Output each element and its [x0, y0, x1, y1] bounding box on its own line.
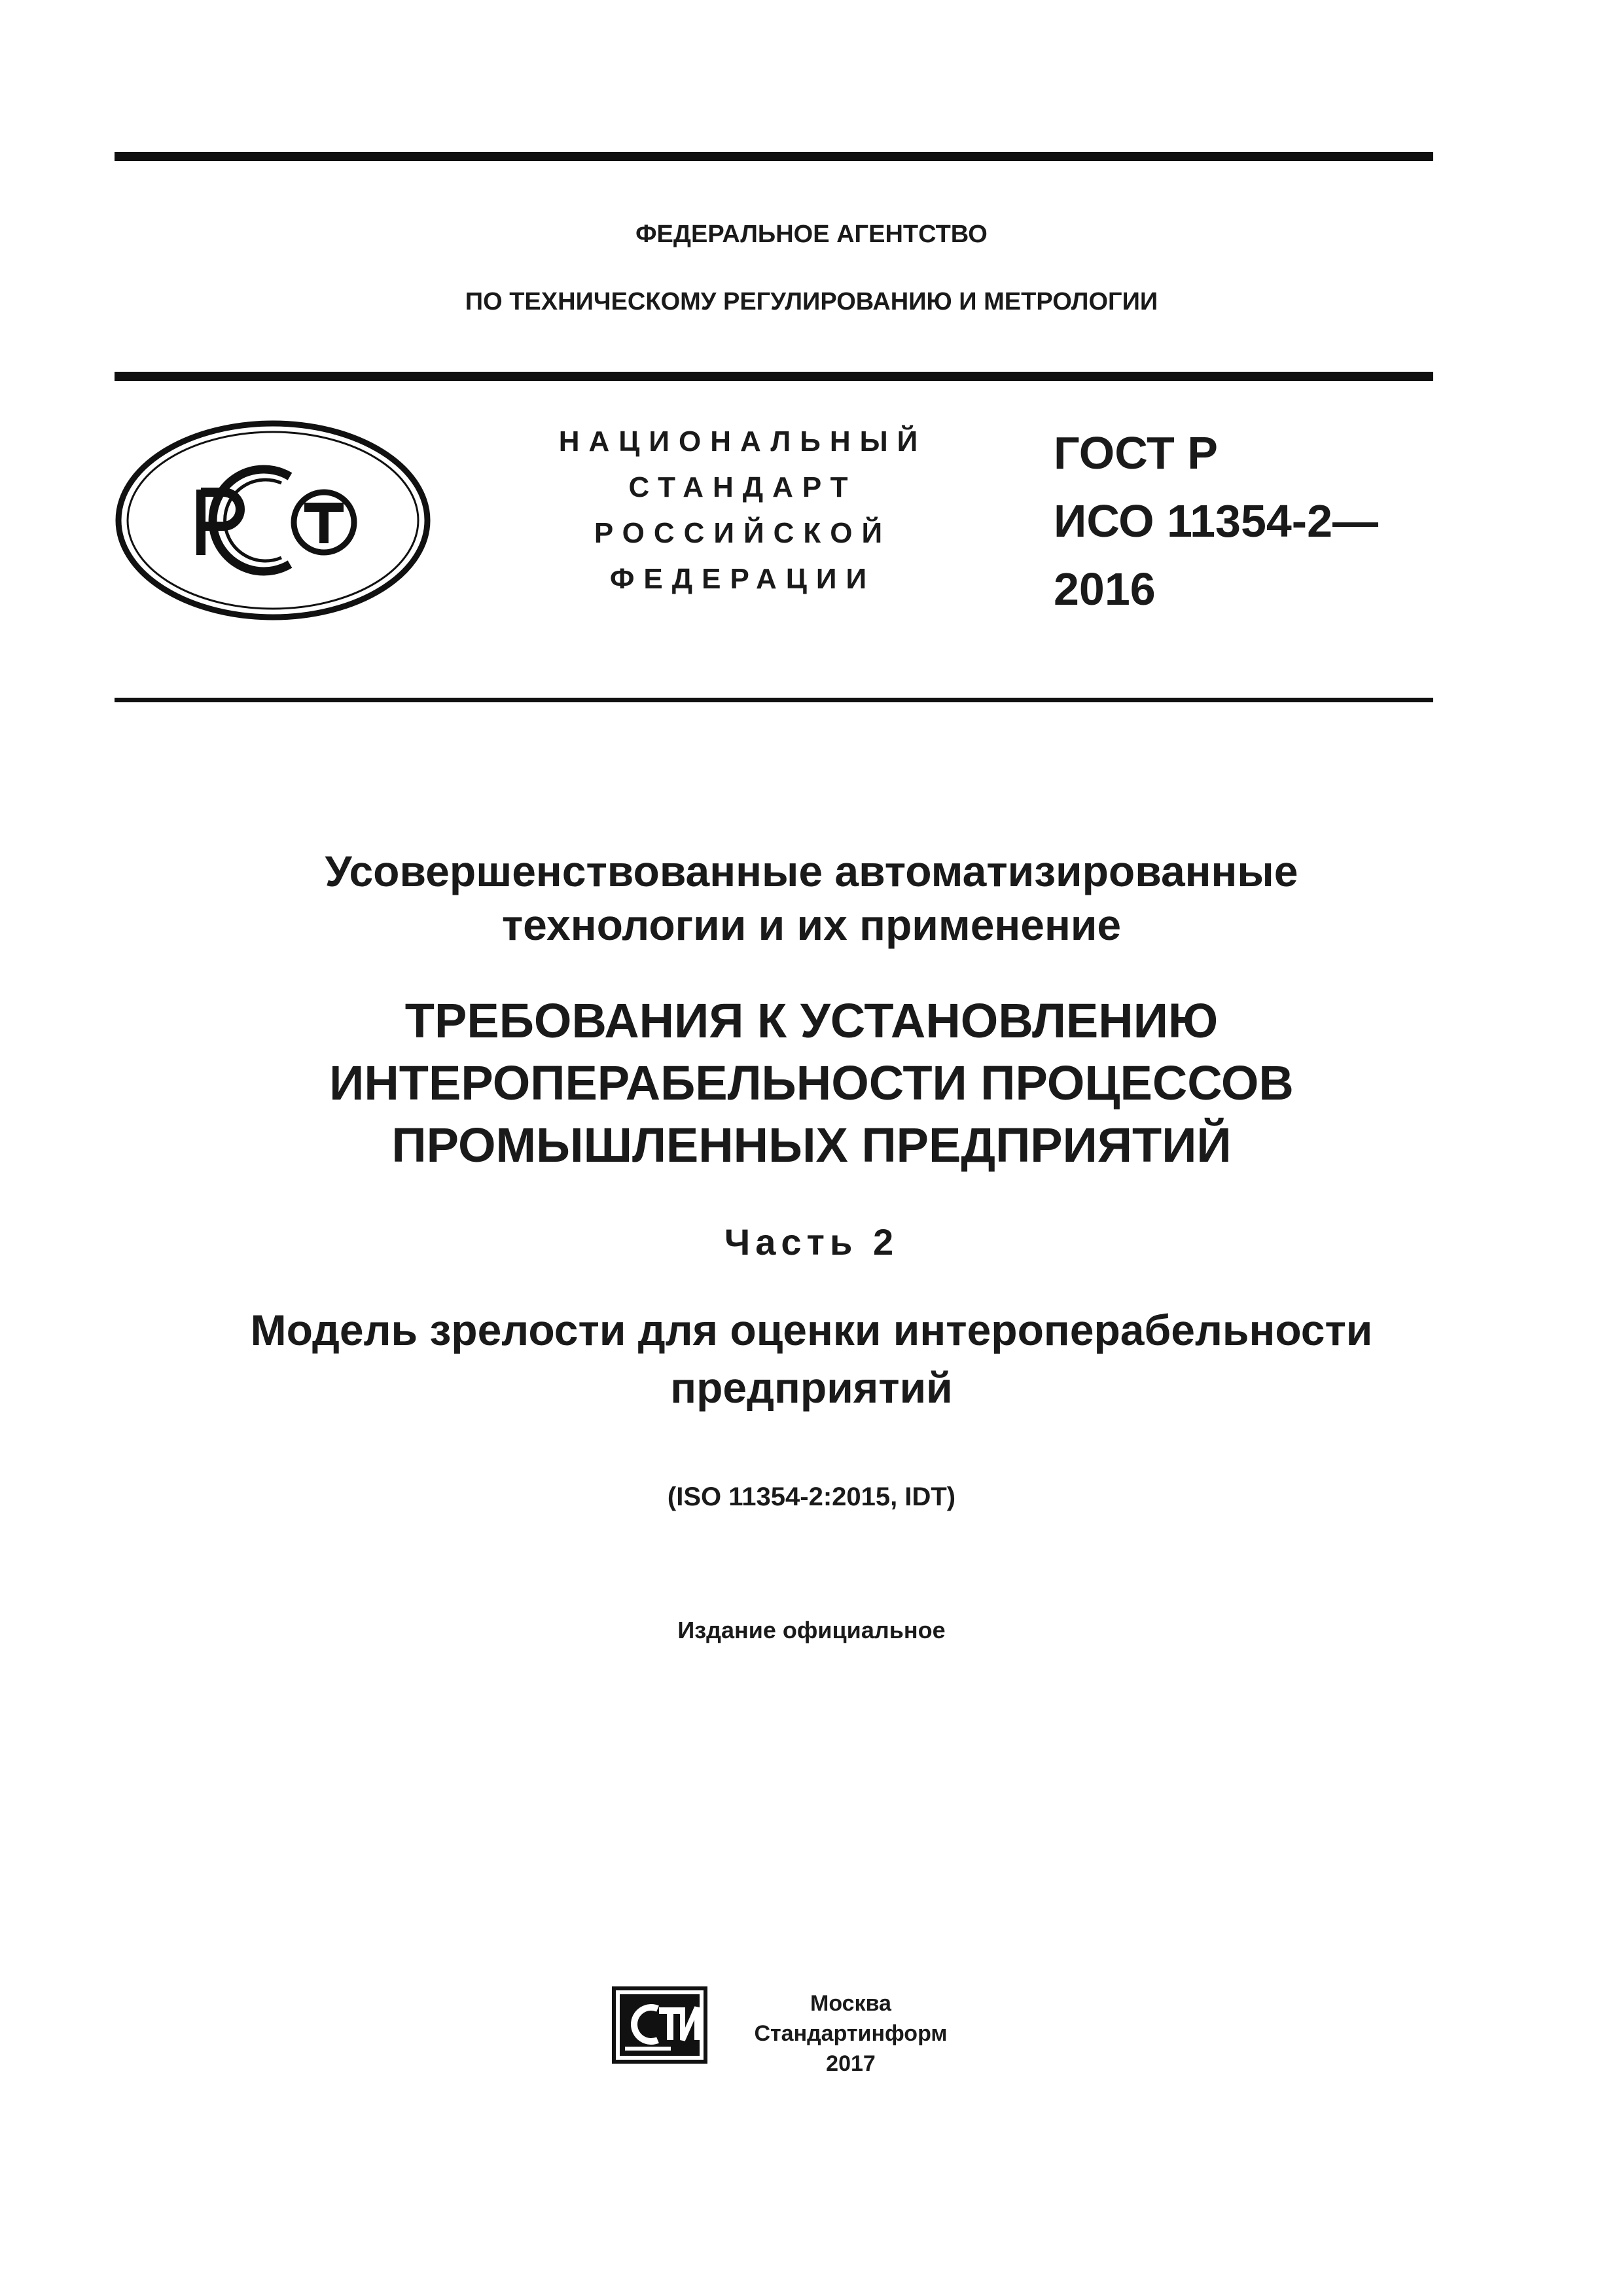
- national-standard-line-4: ФЕДЕРАЦИИ: [609, 563, 876, 595]
- publisher-name: Стандартинформ: [754, 2021, 948, 2046]
- header-rule: [115, 698, 1433, 702]
- subtitle-line-2: технологии и их применение: [501, 901, 1122, 949]
- national-standard-line-3: РОССИЙСКОЙ: [594, 517, 892, 549]
- subtitle-line-1: Усовершенствованные автоматизированные: [325, 847, 1298, 895]
- part-title-line-1: Модель зрелости для оценки интероперабельности: [250, 1306, 1373, 1354]
- agency-rule: [115, 372, 1433, 381]
- iso-reference: (ISO 11354-2:2015, IDT): [667, 1482, 956, 1511]
- edition-label: Издание официальное: [677, 1617, 946, 1643]
- standard-designation: [1054, 419, 1378, 623]
- agency-line-2: ПО ТЕХНИЧЕСКОМУ РЕГУЛИРОВАНИЮ И МЕТРОЛОГИИ: [465, 288, 1158, 315]
- designation-line-2: ИСО 11354-2—: [1054, 495, 1379, 547]
- standartinform-logo-icon: [612, 1986, 710, 2065]
- rst-logo-icon: [115, 419, 432, 622]
- main-title-line-1: ТРЕБОВАНИЯ К УСТАНОВЛЕНИЮ: [404, 994, 1219, 1048]
- part-title-line-2: предприятий: [670, 1363, 953, 1412]
- publisher-year: 2017: [826, 2051, 876, 2076]
- national-standard-label: [517, 419, 969, 602]
- national-standard-line-1: НАЦИОНАЛЬНЫЙ: [558, 425, 927, 457]
- part-number: Часть 2: [724, 1221, 899, 1263]
- national-standard-line-2: СТАНДАРТ: [628, 471, 857, 503]
- top-rule: [115, 152, 1433, 161]
- designation-line-1: ГОСТ Р: [1054, 427, 1218, 478]
- publisher-info: [736, 1988, 965, 2079]
- main-title-line-3: ПРОМЫШЛЕННЫХ ПРЕДПРИЯТИЙ: [391, 1118, 1232, 1172]
- publisher-city: Москва: [810, 1991, 891, 2016]
- main-title-line-2: ИНТЕРОПЕРАБЕЛЬНОСТИ ПРОЦЕССОВ: [329, 1056, 1294, 1110]
- agency-line-1: ФЕДЕРАЛЬНОЕ АГЕНТСТВО: [635, 221, 988, 248]
- designation-line-3: 2016: [1054, 564, 1156, 615]
